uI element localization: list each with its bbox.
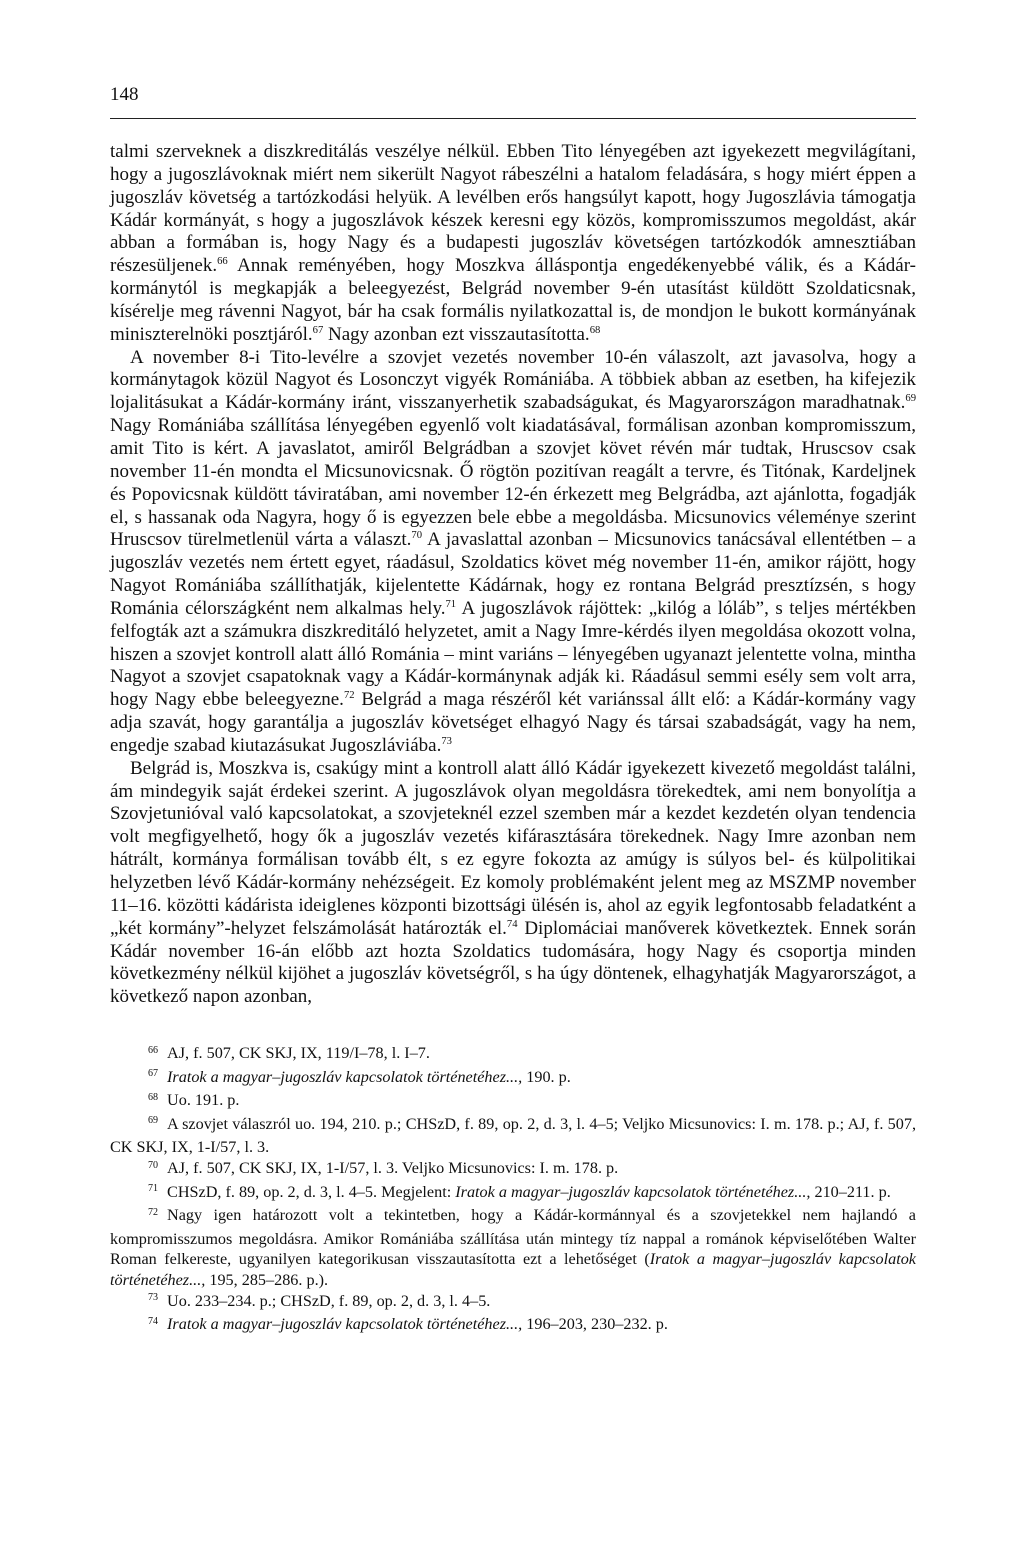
paragraph-text: Belgrád is, Moszkva is, csakúgy mint a kontroll alatt álló Kádár igyekezett kivezető megoldást találni, ám mindegyik saját érdekei szerint. A jugoszlávok olyan megoldásra törekedtek, ami nem bonyolítja a Szovjetunióval való kapcsolatokat, a szovjeteknél ezzel szemben már a kezdet kezdetén olyan tendencia volt megfigyelhető, hogy ők a jugoszláv vezetés kifárasztására törekednek. Nagy Imre azonban nem hátrált, kormánya formálisan tovább élt, s ez egyre fokozta az amúgy is súlyos bel- és külpolitikai helyzetben lévő Kádár-kormány nehézségeit. Ez komoly problémaként jelent meg az MSZMP november 11–16. közötti kádárista ideiglenes központi bizottsági ülésén is, ahol az egyik legfontosabb feladatként a „két kormány”-helyzet felszámolását határozták el. [110, 757, 916, 939]
paragraph-text: A jugoszlávok rájöttek: „kilóg a lóláb”, s teljes mértékben felfogták azt a számukra diszkreditáló helyzetet, amit a Nagy Imre-kérdés ilyen megoldása okozott volna, hiszen a szovjet kontroll alatt álló Románia – mint variáns – lényegében ugyanazt jelentette volna, mintha Nagyot a szovjet csapatoknak vagy a Kádár-kormánynak adják ki. Ráadásul semmi esély sem volt arra, hogy Nagy ebbe beleegyezne. [110, 597, 916, 711]
footnote-text: AJ, f. 507, CK SKJ, IX, 119/I–78, l. I–7. [167, 1044, 430, 1063]
paragraph-text: Nagy azonban ezt visszautasította. [323, 323, 590, 345]
footnote-text: AJ, f. 507, CK SKJ, IX, 1-I/57, l. 3. Veljko Micsunovics: I. m. 178. p. [167, 1159, 619, 1178]
footnote [110, 1182, 916, 1206]
footnote-ref: 72 [343, 690, 355, 702]
page-number: 148 [110, 84, 139, 105]
footnote [110, 1291, 916, 1315]
paragraph-text: talmi szerveknek a diszkreditálás veszélye nélkül. Ebben Tito lényegében azt igyekezett megvilágítani, hogy a jugoszlávoknak miért nem sikerült Nagyot rábeszélni a hatalom feladására, s hogy miért éppen a jugoszláv követség a tartózkodási helyük. A levélben erős hangsúlyt kapott, hogy Jugoszlávia támogatja Kádár kormányát, s hogy a jugoszlávok készek keresni egy közös, kompromisszumos megoldást, akár abban a formában is, hogy Nagy és a budapesti jugoszláv követségen tartózkodók amnesztiában részesüljenek. [110, 141, 916, 277]
footnote-text: 190. p. [522, 1067, 571, 1086]
footnote-ref: 69 [905, 393, 916, 405]
footnote-text: 195, 285–286. p.). [205, 1271, 329, 1289]
footnote-number: 71 [148, 1183, 159, 1195]
footnote-ref: 70 [411, 530, 423, 542]
paragraph-text: Diplomáciai manőverek következtek. Ennek során Kádár november 16-án előbb azt hozta Szoldatics tudomására, hogy Nagy és csoportja minden következmény nélkül kijöhet a jugoszláv követségről, s ha úgy döntenek, elhagyhatják Magyarországot, a következő napon azonban, [110, 917, 916, 1008]
footnote-title: Iratok a magyar–jugoszláv kapcsolatok történetéhez..., [167, 1067, 523, 1086]
footnote-text: Uo. 233–234. p.; CHSzD, f. 89, op. 2, d. 3, l. 4–5. [167, 1291, 491, 1310]
footnote-ref: 66 [217, 256, 228, 268]
paragraph [110, 758, 916, 1009]
paragraph [110, 347, 916, 758]
footnote [110, 1090, 916, 1114]
body-text [110, 141, 916, 1009]
footnote-ref: 68 [589, 324, 601, 336]
paragraph-text: Belgrád a maga részéről két variánssal állt elő: a Kádár-kormány vagy adja szavát, hogy garantálja a jugoszláv követséget elhagyó Nagy és társai szabadságát, vagy ha nem, engedje szabad kiutazásukat Jugoszláviába. [110, 689, 916, 756]
page [110, 84, 916, 1338]
paragraph-text: Nagy Romániába szállítása lényegében egyenlő volt kiadatásával, formálisan azonban kompromisszum, amit Tito is kért. A javaslatot, amiről Belgrádban a szovjet követ révén már tudtak, Hruscsov csak november 11-én mondta el Micsunovicsnak. Ő rögtön pozitívan reagált a tervre, és Titónak, Kardeljnek és Popovicsnak küldött táviratában, ami november 12-én érkezett meg Belgrádba, azt ajánlotta, fogadják el, s hassanak oda Nagyra, hogy ő is egyezzen bele ebbe a megoldásba. Micsunovics véleménye szerint Hruscsov türelmetlenül várta a választ. [110, 415, 916, 551]
footnote-number: 73 [148, 1292, 159, 1304]
footnote-ref: 67 [312, 324, 324, 336]
footnote-text: Nagy igen határozott volt a tekintetben, hogy a Kádár-kormánnyal és a szovjetekkel nem hajlandó a kompromisszumos megoldásra. Amikor Romániába szállítása után mintegy tíz nappal a románok képviselőtében Walter Roman felkereste, ugyanilyen kategorikusan visszautasította ezt a lehetőséget ( [110, 1206, 916, 1269]
paragraph [110, 141, 916, 347]
footnote-text: Uo. 191. p. [167, 1091, 240, 1110]
footnote-number: 72 [148, 1206, 159, 1218]
footnote-number: 74 [148, 1315, 159, 1327]
footnote-number: 66 [148, 1044, 159, 1056]
footnote-ref: 73 [441, 736, 452, 748]
paragraph-text: Annak reményében, hogy Moszkva álláspontja engedékenyebbé válik, és a Kádár-kormánytól is megkapják a beleegyezést, Belgrád november 9-én utasítást küldött Szoldaticsnak, kísérelje meg rávenni Nagyot, bár ha csak formális nyilatkozattal is, de mondjon le bukott kormányának miniszterelnöki posztjáról. [110, 255, 916, 345]
footnote [110, 1158, 916, 1182]
footnote-title: Iratok a magyar–jugoszláv kapcsolatok történetéhez..., [167, 1315, 523, 1334]
footnote [110, 1114, 916, 1158]
footnote [110, 1314, 916, 1338]
footnote-text: 210–211. p. [810, 1182, 891, 1201]
footnote-text: 196–203, 230–232. p. [522, 1315, 668, 1334]
footnote-number: 70 [148, 1159, 159, 1171]
footnote-number: 69 [148, 1115, 159, 1127]
footnote-ref: 74 [506, 918, 518, 930]
footnote-text: CHSzD, f. 89, op. 2, d. 3, l. 4–5. Megjelent: [167, 1182, 456, 1201]
header-rule [110, 118, 916, 119]
footnote-number: 67 [148, 1068, 159, 1080]
paragraph-text: A javaslattal azonban – Micsunovics tanácsával ellentétben – a jugoszláv vezetés nem értett egyet, ráadásul, Szoldatics követ még november 11-én, amikor rájött, hogy Nagyot Romániába szállíthatják, kijelentette Kádárnak, hogy ez rontana Belgrád presztízsén, s hogy Románia célországként nem alkalmas hely. [110, 529, 916, 619]
footnote-text: A szovjet válaszról uo. 194, 210. p.; CHSzD, f. 89, op. 2, d. 3, l. 4–5; Veljko Micsunovics: I. m. 178. p.; AJ, f. 507, CK SKJ, IX, 1-I/57, l. 3. [110, 1114, 916, 1157]
footnote-title: Iratok a magyar–jugoszláv kapcsolatok történetéhez..., [455, 1182, 811, 1201]
footnotes [110, 1043, 916, 1338]
paragraph-text: A november 8-i Tito-levélre a szovjet vezetés november 10-én válaszolt, azt javasolva, hogy a kormánytagok közül Nagyot és Losonczyt vigyék Romániába. A többiek abban az esetben, ha kifejezik lojalitásukat a Kádár-kormány iránt, visszanyerhetik szabadságukat, és Magyarországon maradhatnak. [110, 346, 916, 414]
footnote [110, 1043, 916, 1067]
footnote-title: Iratok a magyar–jugoszláv kapcsolatok történetéhez..., [110, 1250, 916, 1289]
footnote-ref: 71 [445, 598, 457, 610]
footnote-number: 68 [148, 1091, 159, 1103]
footnote [110, 1205, 916, 1290]
footnote [110, 1067, 916, 1091]
